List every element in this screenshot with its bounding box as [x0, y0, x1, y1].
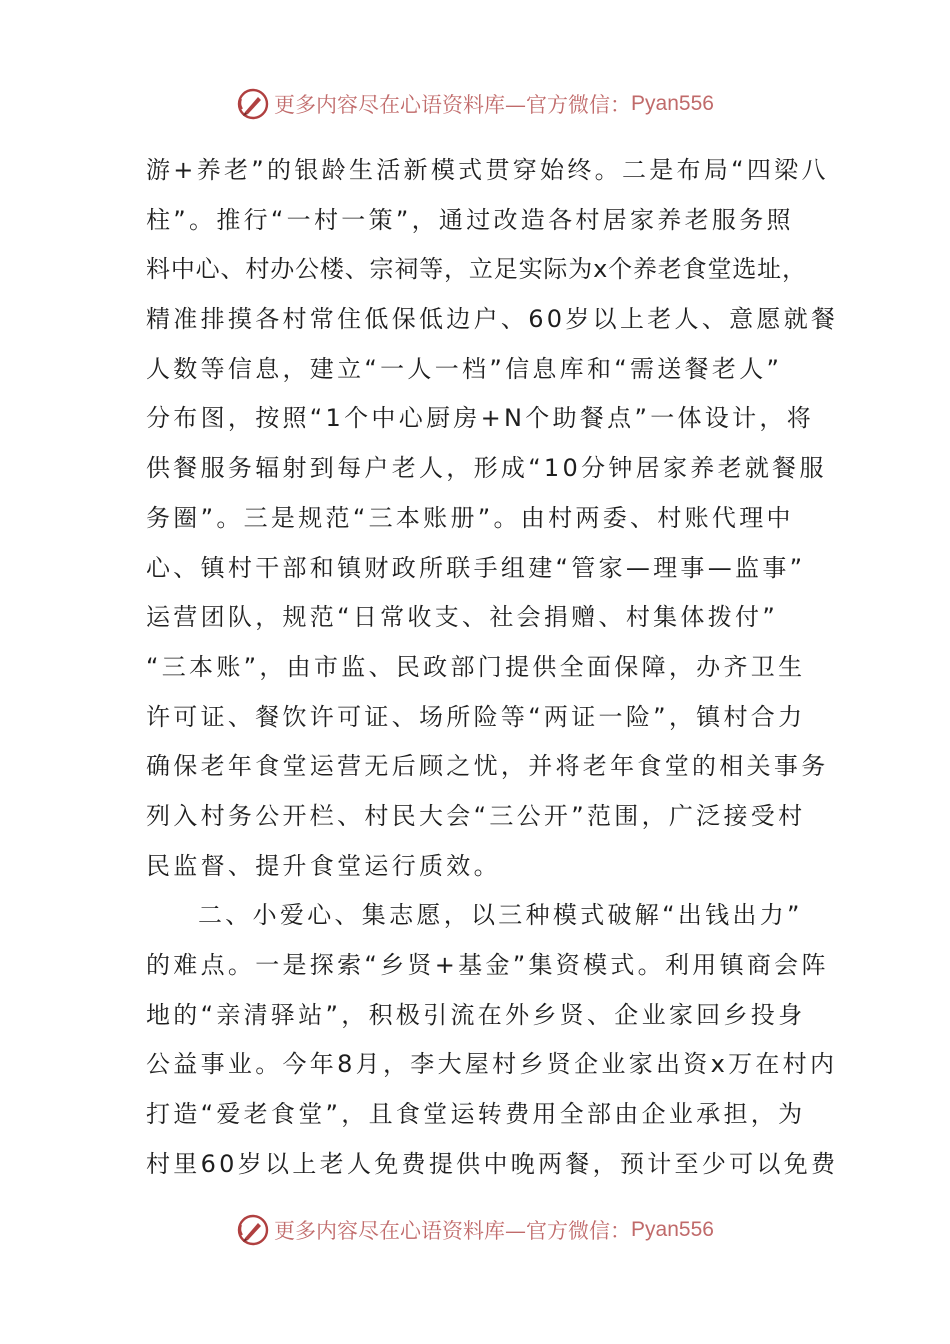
body-line: 分布图，按照“1个中心厨房+N个助餐点”一体设计，将 — [146, 404, 814, 433]
body-line: 村里60岁以上老人免费提供中晚两餐，预计至少可以免费 — [146, 1149, 839, 1178]
body-line: 运营团队，规范“日常收支、社会捐赠、村集体拨付” — [146, 603, 779, 632]
footer-watermark — [0, 1208, 950, 1252]
body-line: 许可证、餐饮许可证、场所险等“两证一险”，镇村合力 — [146, 702, 806, 731]
body-line: 的难点。一是探索“乡贤+基金”集资模式。利用镇商会阵 — [146, 951, 829, 979]
watermark-text: 更多内容尽在心语资料库—官方微信： — [274, 1219, 632, 1243]
watermark-text: 更多内容尽在心语资料库—官方微信： — [274, 93, 632, 117]
body-line: 人数等信息，建立“一人一档”信息库和“需送餐老人” — [146, 354, 783, 383]
pen-logo-icon — [236, 1213, 270, 1247]
body-line: 民监督、提升食堂运行质效。 — [146, 851, 501, 880]
body-line: “三本账”，由市监、民政部门提供全面保障，办齐卫生 — [146, 652, 806, 681]
body-line: 地的“亲清驿站”，积极引流在外乡贤、企业家回乡投身 — [146, 1000, 806, 1029]
body-line: 公益事业。今年8月，李大屋村乡贤企业家出资x万在村内 — [146, 1050, 838, 1079]
body-line: 供餐服务辐射到每户老人，形成“10分钟居家养老就餐服 — [146, 454, 827, 483]
watermark-wechat-id: Pyan556 — [631, 92, 714, 115]
body-line: 心、镇村干部和镇财政所联手组建“管家—理事—监事” — [146, 553, 806, 582]
body-line: 柱”。推行“一村一策”，通过改造各村居家养老服务照 — [146, 205, 794, 234]
body-line: 列入村务公开栏、村民大会“三公开”范围，广泛接受村 — [146, 801, 806, 830]
body-line: 打造“爱老食堂”，且食堂运转费用全部由企业承担，为 — [146, 1100, 806, 1129]
pen-logo-icon — [236, 87, 270, 121]
body-line: 务圈”。三是规范“三本账册”。由村两委、村账代理中 — [146, 503, 794, 532]
header-watermark — [0, 82, 950, 126]
watermark-wechat-id: Pyan556 — [631, 1218, 714, 1241]
body-line: 游+养老”的银龄生活新模式贯穿始终。二是布局“四梁八 — [146, 156, 829, 184]
body-line: 确保老年食堂运营无后顾之忧，并将老年食堂的相关事务 — [146, 752, 829, 781]
section-heading-line: 二、小爱心、集志愿，以三种模式破解“出钱出力” — [198, 901, 803, 930]
body-line: 精准排摸各村常住低保低边户、60岁以上老人、意愿就餐 — [146, 305, 839, 334]
document-body — [146, 146, 839, 1189]
body-line: 料中心、村办公楼、宗祠等，立足实际为x个养老食堂选址， — [146, 255, 806, 284]
